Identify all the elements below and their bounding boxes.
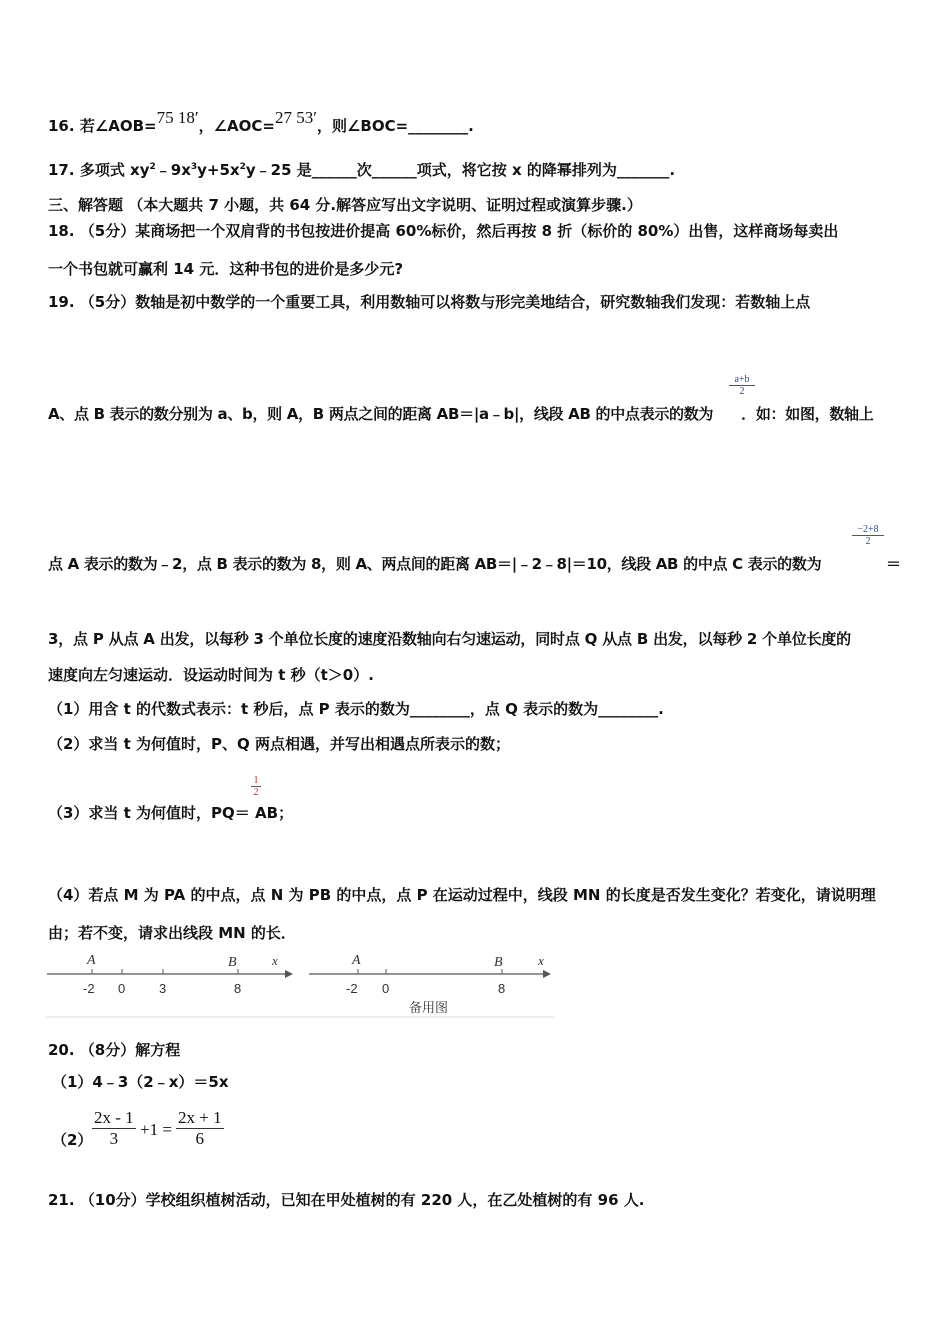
right-denominator: 6 [195, 1129, 205, 1148]
axis1-tick-label: 0 [118, 981, 126, 996]
equation-2-left-fraction [92, 1108, 136, 1149]
axis1-tick-label: 8 [234, 981, 242, 996]
axis2-label-b: B [494, 955, 503, 970]
q17-exp2: 3 [190, 162, 198, 172]
q19-line-4: 3，点 P 从点 A 出发，以每秒 3 个单位长度的速度沿数轴向右匀速运动，同时点 Q 从点 B 出发，以每秒 2 个单位长度的 [48, 630, 851, 648]
q16-post: ，则∠BOC=________. [316, 117, 474, 135]
q19-line-3-a: 点 A 表示的数为﹣2，点 B 表示的数为 8，则 A、两点间的距离 AB＝|﹣2﹣8|＝10，线段 AB 的中点 C 表示的数为 [48, 555, 822, 573]
frac2-denominator: 2 [865, 536, 871, 547]
fraction-a-plus-b-over-2 [729, 374, 755, 397]
equation-2-middle: +1 = [140, 1120, 172, 1139]
angle-aob-value: 75 18′ [156, 108, 199, 127]
equation-2-right-fraction [176, 1108, 224, 1149]
q17-text-a: 多项式 xy [79, 161, 150, 179]
q20-equation-2 [52, 1108, 222, 1158]
axis1-label-a: A [87, 953, 96, 968]
q19-part-3-b: AB； [249, 804, 294, 822]
q20-heading: 20. （8分）解方程 [48, 1041, 181, 1059]
q17-exp1: 2 [149, 162, 156, 172]
section-3-heading: 三、解答题 （本大题共 7 小题，共 64 分.解答应写出文字说明、证明过程或演算步骤.） [48, 196, 642, 214]
q17-text-d: y﹣25 是______次______项式，将它按 x 的降幂排列为_______. [245, 161, 676, 179]
frac1-denominator: 2 [739, 386, 745, 397]
q19-line-1: 19. （5分）数轴是初中数学的一个重要工具，利用数轴可以将数与形完美地结合，研究数轴我们发现：若数轴上点 [48, 293, 811, 311]
q16-line [48, 108, 474, 136]
frac2-numerator: −2+8 [852, 524, 884, 536]
q17-line [48, 160, 675, 180]
q19-line-3-equals: ＝ [886, 555, 902, 573]
q21-line: 21. （10分）学校组织植树活动，已知在甲处植树的有 220 人，在乙处植树的有 96 人. [48, 1191, 645, 1209]
spare-figure-caption: 备用图 [409, 1001, 449, 1016]
q20-equation-2-label: （2） [52, 1131, 93, 1149]
q19-line-2-a: A、点 B 表示的数分别为 a、b，则 A，B 两点之间的距离 AB＝|a﹣b|，线段 AB 的中点表示的数为 [48, 405, 714, 423]
q19-part-4-line-2: 由；若不变，请求出线段 MN 的长． [48, 924, 296, 942]
frac1-numerator: a+b [729, 374, 755, 386]
q19-part-1: （1）用含 t 的代数式表示：t 秒后，点 P 表示的数为________，点 Q 表示的数为________. [48, 700, 664, 718]
q19-part-3 [48, 803, 293, 823]
axis1-tick-label: 3 [159, 981, 167, 996]
axis2-label-a: A [352, 953, 361, 968]
q19-line-2 [48, 404, 873, 424]
q16-number: 16. [48, 117, 75, 135]
angle-aoc-value: 27 53′ [274, 108, 317, 127]
right-numerator: 2x + 1 [178, 1108, 222, 1127]
q16-pre: 若∠AOB= [79, 117, 157, 135]
left-denominator: 3 [109, 1129, 119, 1148]
axis1-label-b: B [228, 955, 237, 970]
left-numerator: 2x - 1 [94, 1108, 134, 1127]
q19-line-5: 速度向左匀速运动．设运动时间为 t 秒（t＞0）. [48, 666, 374, 684]
q16-mid: ，∠AOC= [198, 117, 275, 135]
fraction-minus2-plus8-over-2 [852, 524, 884, 547]
axis1-label-x: x [272, 953, 278, 968]
q17-exp3: 2 [239, 162, 246, 172]
q17-number: 17. [48, 161, 75, 179]
q18-line-1: 18. （5分）某商场把一个双肩背的书包按进价提高 60%标价，然后再按 8 折（标价的 80%）出售，这样商场每卖出 [48, 222, 839, 240]
axis2-tick-label: 8 [498, 981, 506, 996]
q19-line-2-b: ．如：如图，数轴上 [741, 405, 874, 423]
q19-part-4-line-1: （4）若点 M 为 PA 的中点，点 N 为 PB 的中点，点 P 在运动过程中，线段 MN 的长度是否发生变化？若变化，请说明理 [48, 886, 876, 904]
number-line-figure [45, 950, 555, 1018]
q17-text-b: ﹣9x [155, 161, 191, 179]
frac3-denominator: 2 [253, 787, 259, 798]
fraction-one-half [251, 775, 261, 798]
q19-part-2: （2）求当 t 为何值时，P、Q 两点相遇，并写出相遇点所表示的数； [48, 735, 511, 753]
q20-equation-1: （1）4﹣3（2﹣x）＝5x [52, 1073, 229, 1091]
q19-part-3-a: （3）求当 t 为何值时，PQ＝ [48, 804, 250, 822]
axis2-tick-label: 0 [382, 981, 390, 996]
q19-line-3 [48, 554, 821, 574]
axis2-tick-label: -2 [346, 981, 358, 996]
axis2-label-x: x [538, 953, 544, 968]
q18-line-2: 一个书包就可赢利 14 元．这种书包的进价是多少元? [48, 260, 404, 278]
frac3-numerator: 1 [251, 775, 261, 787]
q17-text-c: y+5x [197, 161, 240, 179]
axis1-tick-label: -2 [83, 981, 95, 996]
